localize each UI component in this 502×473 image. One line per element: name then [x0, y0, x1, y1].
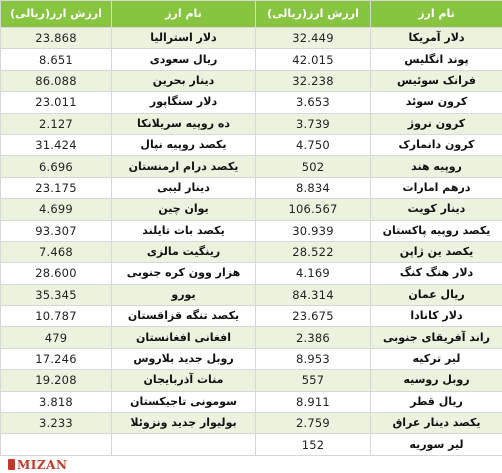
currency-name-cell: یکصد بات تایلند: [112, 220, 256, 241]
currency-name-cell: یکصد روپیه نپال: [112, 134, 256, 155]
currency-name-cell: راند آفریقای جنوبی: [371, 327, 502, 348]
currency-value-cell: 28.522: [256, 241, 371, 262]
table-row: [1, 70, 502, 91]
currency-name-cell: فرانک سوئیس: [371, 70, 502, 91]
currency-value-cell: 23.175: [1, 177, 112, 198]
currency-value-cell: 10.787: [1, 306, 112, 327]
table-row: [1, 241, 502, 262]
currency-value-cell: 2.127: [1, 113, 112, 134]
currency-value-cell: 86.088: [1, 70, 112, 91]
currency-name-cell: پوند انگلیس: [371, 49, 502, 70]
currency-name-cell: لیر سوریه: [371, 434, 502, 455]
table-row: [1, 327, 502, 348]
currency-name-cell: یکصد دینار عراق: [371, 413, 502, 434]
table-row: [1, 199, 502, 220]
currency-value-cell: 3.739: [256, 113, 371, 134]
currency-value-cell: 106.567: [256, 199, 371, 220]
currency-name-cell: یورو: [112, 284, 256, 305]
currency-name-cell: دینار کویت: [371, 199, 502, 220]
currency-value-cell: 35.345: [1, 284, 112, 305]
table-row: [1, 220, 502, 241]
currency-value-cell: 30.939: [256, 220, 371, 241]
table-header-row: [1, 1, 502, 28]
currency-name-cell: دلار آمریکا: [371, 28, 502, 49]
table-row: [1, 263, 502, 284]
currency-value-cell: 8.651: [1, 49, 112, 70]
currency-value-cell: 31.424: [1, 134, 112, 155]
currency-name-cell: یکصد ین ژاپن: [371, 241, 502, 262]
currency-name-cell: روپیه هند: [371, 156, 502, 177]
currency-name-cell: دلار سنگاپور: [112, 92, 256, 113]
currency-value-cell: 4.699: [1, 199, 112, 220]
currency-name-cell: افغانی افغانستان: [112, 327, 256, 348]
currency-name-cell: یکصد تنگه قزاقستان: [112, 306, 256, 327]
currency-value-cell: 23.011: [1, 92, 112, 113]
currency-name-cell: دلار استرالیا: [112, 28, 256, 49]
currency-value-cell: 2.386: [256, 327, 371, 348]
table-row: [1, 177, 502, 198]
table-row: [1, 284, 502, 305]
header-value-col-2: ارزش ارز(ریالی): [1, 1, 112, 28]
currency-value-cell: 8.911: [256, 391, 371, 412]
table-row: [1, 156, 502, 177]
header-name-col-2: نام ارز: [112, 1, 256, 28]
currency-value-cell: [1, 434, 112, 455]
table-row: [1, 134, 502, 155]
currency-name-cell: دینار لیبی: [112, 177, 256, 198]
currency-name-cell: رینگیت مالزی: [112, 241, 256, 262]
currency-name-cell: کرون دانمارک: [371, 134, 502, 155]
table-row: [1, 92, 502, 113]
currency-name-cell: ریال عمان: [371, 284, 502, 305]
currency-name-cell: روبل روسیه: [371, 370, 502, 391]
currency-name-cell: [112, 434, 256, 455]
currency-value-cell: 28.600: [1, 263, 112, 284]
currency-name-cell: لیر ترکیه: [371, 348, 502, 369]
currency-value-cell: 152: [256, 434, 371, 455]
currency-name-cell: یکصد روپیه پاکستان: [371, 220, 502, 241]
logo-mark-icon: [8, 459, 15, 470]
currency-name-cell: روبل جدید بلاروس: [112, 348, 256, 369]
currency-value-cell: 3.653: [256, 92, 371, 113]
currency-name-cell: یوان چین: [112, 199, 256, 220]
currency-value-cell: 2.759: [256, 413, 371, 434]
currency-value-cell: 502: [256, 156, 371, 177]
currency-name-cell: هزار وون کره جنوبی: [112, 263, 256, 284]
currency-value-cell: 84.314: [256, 284, 371, 305]
currency-name-cell: دینار بحرین: [112, 70, 256, 91]
table-row: [1, 49, 502, 70]
currency-value-cell: 23.868: [1, 28, 112, 49]
table-row: [1, 113, 502, 134]
currency-name-cell: بولیوار جدید ونزوئلا: [112, 413, 256, 434]
currency-value-cell: 479: [1, 327, 112, 348]
currency-value-cell: 4.750: [256, 134, 371, 155]
table-row: [1, 434, 502, 455]
currency-name-cell: کرون سوئد: [371, 92, 502, 113]
currency-value-cell: 6.696: [1, 156, 112, 177]
currency-name-cell: ریال قطر: [371, 391, 502, 412]
currency-value-cell: 8.953: [256, 348, 371, 369]
logo-text: MIZAN: [17, 457, 68, 472]
currency-name-cell: منات آذربایجان: [112, 370, 256, 391]
currency-value-cell: 7.468: [1, 241, 112, 262]
header-value-col-1: ارزش ارز(ریالی): [256, 1, 371, 28]
currency-value-cell: 557: [256, 370, 371, 391]
currency-value-cell: 23.675: [256, 306, 371, 327]
table-row: [1, 370, 502, 391]
table-row: [1, 391, 502, 412]
currency-name-cell: دلار هنگ کنگ: [371, 263, 502, 284]
currency-value-cell: 4.169: [256, 263, 371, 284]
table-row: [1, 306, 502, 327]
currency-name-cell: یکصد درام ارمنستان: [112, 156, 256, 177]
currency-name-cell: درهم امارات: [371, 177, 502, 198]
table-row: [1, 28, 502, 49]
currency-name-cell: سومونی تاجیکستان: [112, 391, 256, 412]
currency-value-cell: 93.307: [1, 220, 112, 241]
mizan-logo: [8, 456, 68, 473]
currency-value-cell: 17.246: [1, 348, 112, 369]
currency-name-cell: ریال سعودی: [112, 49, 256, 70]
currency-value-cell: 3.818: [1, 391, 112, 412]
currency-value-cell: 42.015: [256, 49, 371, 70]
header-name-col-1: نام ارز: [371, 1, 502, 28]
currency-value-cell: 8.834: [256, 177, 371, 198]
currency-name-cell: ده روپیه سریلانکا: [112, 113, 256, 134]
currency-value-cell: 19.208: [1, 370, 112, 391]
currency-name-cell: دلار کانادا: [371, 306, 502, 327]
table-row: [1, 413, 502, 434]
currency-value-cell: 32.449: [256, 28, 371, 49]
table-body: [1, 28, 502, 456]
currency-name-cell: کرون نروژ: [371, 113, 502, 134]
currency-value-cell: 32.238: [256, 70, 371, 91]
table-row: [1, 348, 502, 369]
currency-value-cell: 3.233: [1, 413, 112, 434]
